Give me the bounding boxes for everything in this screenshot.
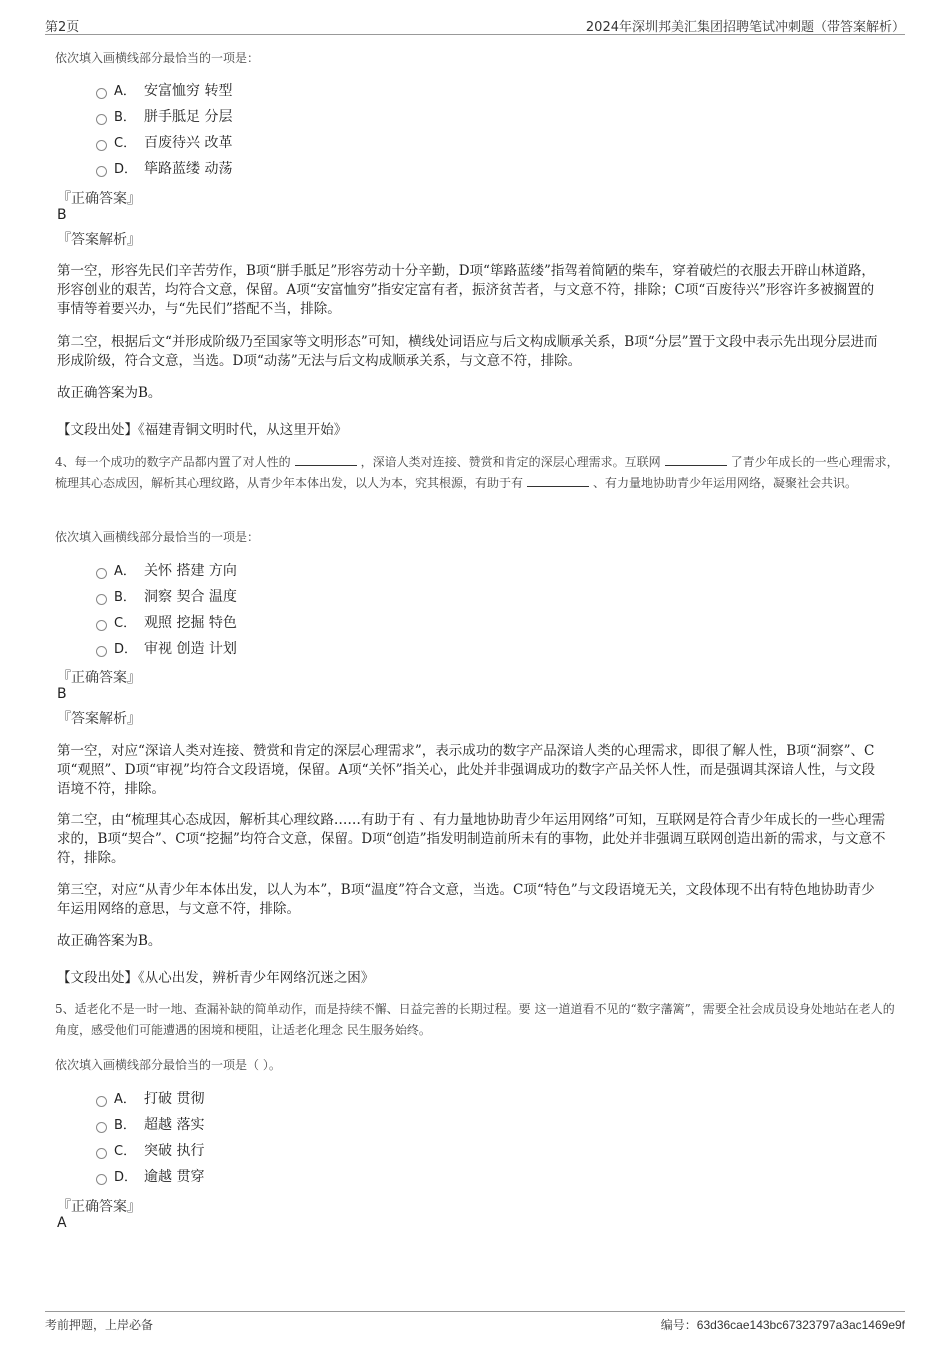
q4-analysis-p2: 第二空，由“梳理其心态成因，解析其心理纹路……有助于有 、有力量地协助青少年运用网络”可知，互联网是符合青少年成长的一些心理需求的，B项“契合”、C项“挖掘”均符合文意，保留。D项“创造”指发明制造前所未有的事物，此处并非强调互联网创造出新的需求，与文意不符，排除。 [57,812,886,866]
radio-icon[interactable] [96,1096,107,1107]
q4-analysis-label: 『答案解析』 [57,711,141,727]
q3-analysis-p2: 第二空，根据后文“并形成阶级乃至国家等文明形态”可知，横线处词语应与后文构成顺承关系，B项“分层”置于文段中表示先出现分层进而形成阶级，符合文意，当选。D项“动荡”无法与后文构成顺承关系，与文意不符，排除。 [57,334,878,369]
q3-answer: B [57,207,67,223]
radio-icon[interactable] [96,88,107,99]
q4-analysis-p3: 第三空，对应“从青少年本体出发，以人为本”，B项“温度”符合文意，当选。C项“特色”与文段语境无关，文段体现不出有特色地协助青少年运用网络的意思，与文意不符，排除。 [57,882,875,917]
document-id: 63d36cae143bc67323797a3ac1469e9f [696,1318,905,1332]
page-number: 第2页 [45,20,80,35]
q4-question-text: 4、每一个成功的数字产品都内置了对人性的 ，深谙人类对连接、赞赏和肯定的深层心理需求。互联网 了青少年成长的一些心理需求，梳理其心态成因，解析其心理纹路，从青少年本体出发，以人为本，究其根源，有助于有 、有力量地协助青少年运用网络，凝聚社会共识。 [55,455,899,490]
radio-icon[interactable] [96,1148,107,1159]
radio-icon[interactable] [96,646,107,657]
blank-line [295,453,357,466]
q3-prompt: 依次填入画横线部分最恰当的一项是： [55,51,260,65]
q4-option-c[interactable]: C． 观照 挖掘 特色 [96,613,237,633]
blank-line [665,453,727,466]
q3-option-c[interactable]: C． 百废待兴 改革 [96,133,232,153]
q5-option-b[interactable]: B． 超越 落实 [96,1115,204,1135]
radio-icon[interactable] [96,620,107,631]
radio-icon[interactable] [96,114,107,125]
q4-option-d[interactable]: D． 审视 创造 计划 [96,639,237,659]
radio-icon[interactable] [96,140,107,151]
footer-id: 编号：63d36cae143bc67323797a3ac1469e9f [660,1318,905,1332]
q4-prompt: 依次填入画横线部分最恰当的一项是： [55,530,260,544]
radio-icon[interactable] [96,166,107,177]
q5-option-a[interactable]: A． 打破 贯彻 [96,1089,204,1109]
page-footer [45,1311,905,1334]
q4-analysis-p1: 第一空，对应“深谙人类对连接、赞赏和肯定的深层心理需求”，表示成功的数字产品深谙人类的心理需求，即很了解人性，B项“洞察”、C项“观照”、D项“审视”均符合文段语境，保留。A项“关怀”指关心，此处并非强调成功的数字产品关怀人性，而是强调其深谙人性，与文段语境不符，排除。 [57,743,875,797]
q5-answer-label: 『正确答案』 [57,1199,141,1215]
q4-answer-label: 『正确答案』 [57,670,141,686]
q3-option-a[interactable]: A． 安富恤穷 转型 [96,81,232,101]
document-title: 2024年深圳邦美汇集团招聘笔试冲刺题（带答案解析） [585,20,905,35]
radio-icon[interactable] [96,568,107,579]
q3-analysis-p1: 第一空，形容先民们辛苦劳作，B项“胼手胝足”形容劳动十分辛勤，D项“筚路蓝缕”指驾着简陋的柴车，穿着破烂的衣服去开辟山林道路，形容创业的艰苦，均符合文意，保留。A项“安富恤穷”指安定富有者，振济贫苦者，与文意不符，排除；C项“百废待兴”形容许多被搁置的事情等着要兴办，与“先民们”搭配不当，排除。 [57,263,875,317]
radio-icon[interactable] [96,594,107,605]
radio-icon[interactable] [96,1174,107,1185]
q3-answer-label: 『正确答案』 [57,191,141,207]
q3-analysis-p3: 故正确答案为B。 [57,385,162,401]
q5-question-text: 5、适老化不是一时一地、查漏补缺的简单动作，而是持续不懈、日益完善的长期过程。要 这一道道看不见的“数字藩篱”，需要全社会成员设身处地站在老人的角度，感受他们可能遭遇的困境和梗阻，让适老化理念 民生服务始终。 [55,1002,895,1037]
q3-source: 【文段出处】《福建青铜文明时代，从这里开始》 [57,422,348,438]
q4-analysis-p4: 故正确答案为B。 [57,933,162,949]
footer-slogan: 考前押题，上岸必备 [45,1318,154,1332]
q3-option-d[interactable]: D． 筚路蓝缕 动荡 [96,159,232,179]
q5-answer: A [57,1215,67,1231]
q5-option-c[interactable]: C． 突破 执行 [96,1141,204,1161]
page-header [45,14,905,35]
blank-line [527,474,589,487]
q5-prompt: 依次填入画横线部分最恰当的一项是（ ）。 [55,1058,281,1072]
q4-answer: B [57,686,67,702]
q3-analysis-label: 『答案解析』 [57,232,141,248]
q4-option-a[interactable]: A． 关怀 搭建 方向 [96,561,237,581]
q4-option-b[interactable]: B． 洞察 契合 温度 [96,587,237,607]
q5-option-d[interactable]: D． 逾越 贯穿 [96,1167,204,1187]
q4-source: 【文段出处】《从心出发，辨析青少年网络沉迷之困》 [57,970,375,986]
radio-icon[interactable] [96,1122,107,1133]
q3-option-b[interactable]: B． 胼手胝足 分层 [96,107,232,127]
